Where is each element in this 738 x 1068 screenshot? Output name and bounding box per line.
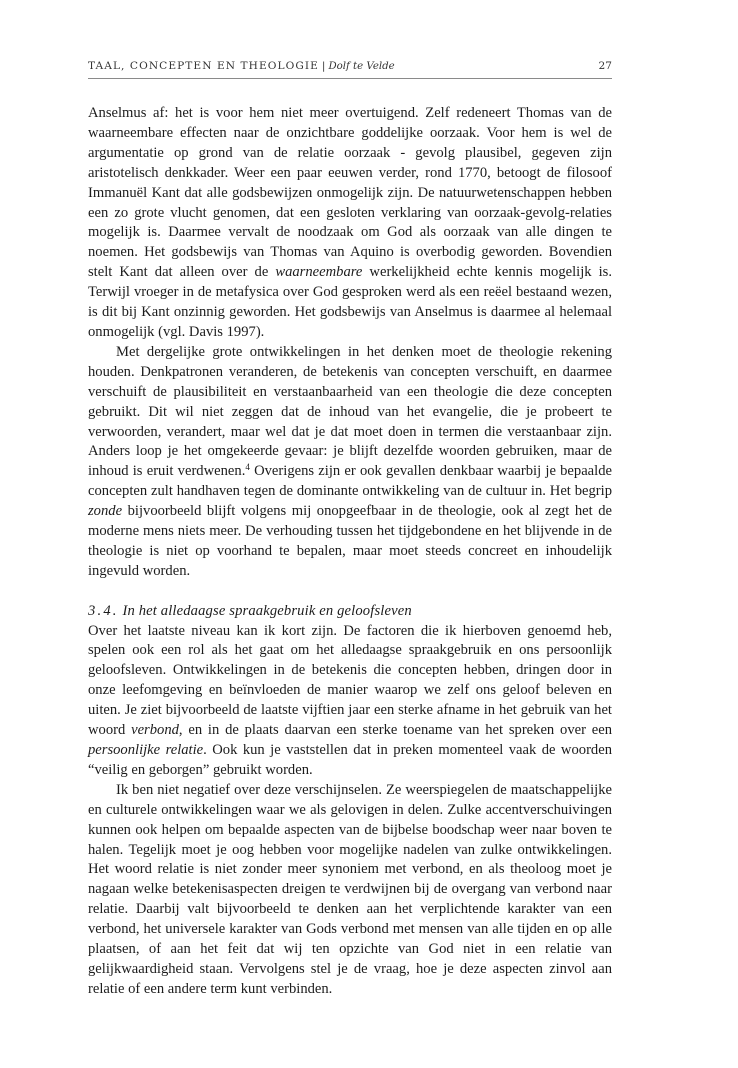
paragraph-4: Ik ben niet negatief over deze verschijnselen. Ze weerspiegelen de maatschappelijke en culturele ontwikkelingen waar we als gelovigen in delen. Zulke accentverschuivingen kunnen ook helpen om bepaalde aspecten van de bijbelse boodschap weer naar boven te halen. Tegelijk moet je oog hebben voor mogelijke nadelen van zulke ontwikkelingen. Het woord relatie is niet zonder meer synoniem met verbond, en als theoloog moet je nagaan welke betekenisaspecten dreigen te verdwijnen bij de overgang van verbond naar relatie. Daarbij valt bijvoorbeeld te denken aan het verplichtende karakter van een verbond, het universele karakter van Gods verbond met mensen van alle tijden en op alle plaatsen, of aan het feit dat wij ten opzichte van God niet in een relatie van gelijkwaardigheid staan. Vervolgens stel je de vraag, hoe je deze aspecten zinvol aan relatie of een andere term kunt verbinden.: [88, 781, 612, 997]
author-name: Dolf te Velde: [328, 61, 395, 72]
header-separator: |: [321, 60, 326, 72]
paragraph-2-text-b: Overigens zijn er ook gevallen denkbaar waarbij je bepaalde concepten zult handhaven tegen de dominante ontwikkeling van de cultuur in. Het begrip: [88, 463, 612, 500]
paragraph-3-text-b: , en in de plaats daarvan een sterke toename van het spreken over een: [178, 722, 612, 739]
emphasis-verbond: verbond: [131, 722, 179, 739]
paragraph-2-text-a: Met dergelijke grote ontwikkelingen in het denken moet de theologie rekening houden. Denkpatronen veranderen, de betekenis van concepten verschuift, en daarmee verschuift de plausibiliteit en verstaanbaarheid van een theologie die deze concepten gebruikt. Dit wil niet zeggen dat de inhoud van het evangelie, die je probeert te verwoorden, verandert, maar wel dat je dat moet doen in termen die verstaanbaar zijn. Anders loop je het omgekeerde gevaar: je blijft dezelfde woorden gebruiken, maar de inhoud is eruit verdwenen.: [88, 343, 612, 480]
paragraph-2: [88, 343, 612, 582]
paragraph-1: [88, 104, 612, 343]
running-head-left: [88, 60, 395, 72]
section-title: In het alledaagse spraakgebruik en geloofsleven: [122, 602, 412, 619]
paragraph-2-text-c: bijvoorbeeld blijft volgens mij onopgeefbaar in de theologie, ook al zegt het de moderne mens niets meer. De verhouding tussen het tijdgebondene en het blijvende in de theologie is niet op voorhand te bepalen, maar moet steeds concreet en inhoudelijk ingevuld worden.: [88, 503, 612, 579]
paragraph-3-text-c: . Ook kun je vaststellen dat in preken momenteel vaak de woorden “veilig en geborgen” gebruikt worden.: [88, 741, 613, 778]
footnote-reference: 4: [245, 462, 250, 473]
body-text: [88, 104, 612, 1000]
header-rule: [88, 78, 612, 79]
paragraph-3: [88, 622, 612, 781]
paragraph-1-text-a: Anselmus af: het is voor hem niet meer overtuigend. Zelf redeneert Thomas van de waarneembare effecten naar de onzichtbare goddelijke oorzaak. Voor hem is wel de argumentatie op grond van de relatie oorzaak - gevolg plausibel, gegeven zijn aristotelisch denkkader. Weer een paar eeuwen verder, rond 1770, betoogt de filosoof Immanuël Kant dat alle godsbewijzen onmogelijk zijn. De natuurwetenschappen hebben een zo grote vlucht genomen, dat een gesloten verklaring van oorzaak-gevolg-relaties mogelijk is. Daarmee vervalt de noodzaak om God als oorzaak van alle dingen te noemen. Het godsbewijs van Thomas van Aquino is overbodig geworden. Bovendien stelt Kant dat alleen over de: [88, 105, 612, 281]
emphasis-persoonlijke-relatie: persoonlijke relatie: [88, 741, 204, 758]
page-number: 27: [598, 60, 612, 72]
section-number: 3.4.: [88, 602, 119, 619]
running-title: TAAL, CONCEPTEN EN THEOLOGIE: [88, 60, 319, 72]
section-heading: [88, 602, 612, 622]
paragraph-1-text-b: werkelijkheid echte kennis mogelijk is. Terwijl vroeger in de metafysica over God gesproken werd als een reëel bestaand wezen, is dit bij Kant onzinnig geworden. Het godsbewijs van Anselmus is daarmee al helemaal onmogelijk (vgl. Davis 1997).: [88, 264, 613, 340]
paragraph-3-text-a: Over het laatste niveau kan ik kort zijn. De factoren die ik hierboven genoemd heb, spelen ook een rol als het gaat om het alledaagse spraakgebruik en ons persoonlijk geloofsleven. Ontwikkelingen in de betekenis die concepten hebben, dringen door in onze leefomgeving en beïnvloeden de manier waarop we zelf ons geloof beleven en uiten. Je ziet bijvoorbeeld de laatste vijftien jaar een sterke afname in het gebruik van het woord: [88, 622, 612, 739]
emphasis-waarneembare: waarneembare: [275, 264, 363, 281]
emphasis-zonde: zonde: [88, 503, 123, 520]
running-head: [88, 60, 612, 72]
